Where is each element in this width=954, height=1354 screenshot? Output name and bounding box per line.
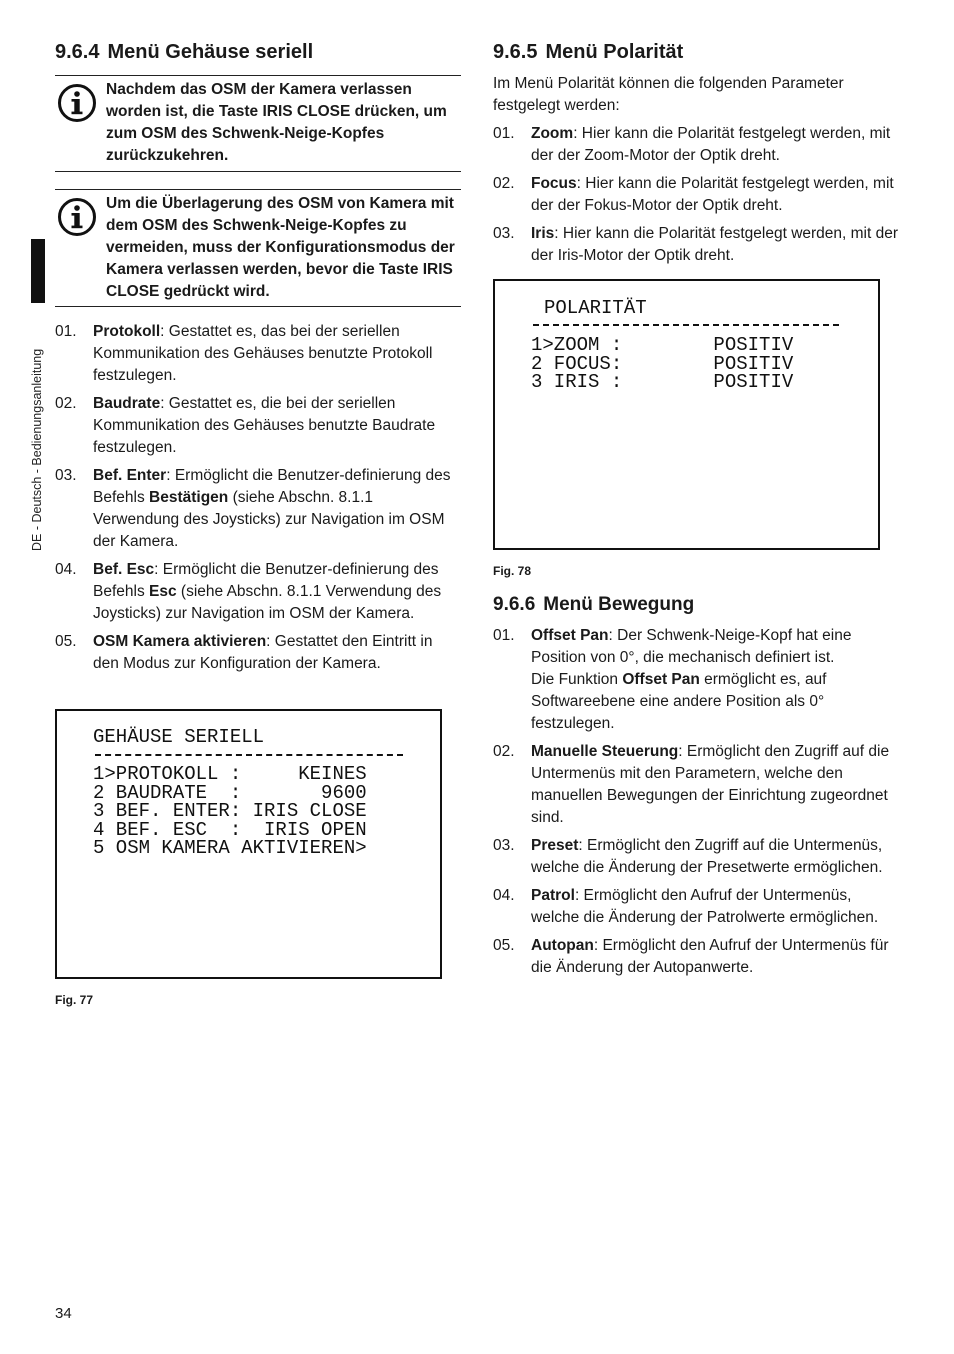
info-note-1 (55, 75, 461, 172)
osm-screen-gehaeuse-seriell (55, 709, 442, 979)
osm-divider (95, 754, 403, 756)
heading-text: Menü Gehäuse seriell (107, 41, 314, 63)
heading-text: Menü Polarität (545, 41, 684, 63)
section-tab-marker (31, 239, 45, 303)
intro-paragraph: Im Menü Polarität können die folgenden Parameter festgelegt werden: (493, 75, 844, 114)
list-item: 05. OSM Kamera aktivieren: Gestattet den Eintritt in den Modus zur Konfiguration der Kamera. (55, 633, 433, 672)
osm-menu-line: 4 BEF. ESC : IRIS OPEN (93, 818, 367, 841)
info-icon (57, 197, 97, 237)
list-item: 03. Preset: Ermöglicht den Zugriff auf die Untermenüs, welche die Änderung der Presetwerte ermöglichen. (493, 837, 883, 876)
figure-caption: Fig. 77 (55, 993, 94, 1007)
osm-divider (533, 324, 839, 326)
list-item: 03. Bef. Enter: Ermöglicht die Benutzer-definierung des Befehls Bestätigen (siehe Abschn. 8.1.1 Verwendung des Joysticks) zur Navigation im OSM der Kamera. (55, 467, 451, 550)
osm-menu-line: 2 FOCUS: POSITIV (531, 352, 794, 375)
osm-menu-line: 1>PROTOKOLL : KEINES (93, 763, 367, 785)
heading-number: 9.6.4 (55, 41, 100, 63)
list-item: 01. Protokoll: Gestattet es, das bei der seriellen Kommunikation des Gehäuses benutzte Protokoll festzulegen. (55, 323, 433, 384)
gehaeuse-parameter-list (55, 321, 461, 675)
list-item: 05. Autopan: Ermöglicht den Aufruf der Untermenüs für die Änderung der Autopanwerte. (493, 937, 889, 976)
osm-menu-line: 1>ZOOM : POSITIV (531, 334, 794, 356)
osm-menu-line: 3 BEF. ENTER: IRIS CLOSE (93, 800, 367, 823)
list-item: 01. Offset Pan: Der Schwenk-Neige-Kopf hat eine Position von 0°, die mechanisch definiert ist. Die Funktion Offset Pan ermöglicht es, auf Softwareebene eine andere Position als 0° festzulegen. (493, 627, 852, 732)
osm-menu-line: 3 IRIS : POSITIV (531, 371, 794, 394)
list-item: 02. Baudrate: Gestattet es, die bei der seriellen Kommunikation des Gehäuses benutzte Baudrate festzulegen. (55, 395, 436, 456)
list-item: 02. Focus: Hier kann die Polarität festgelegt werden, mit der der Fokus-Motor der Optik dreht. (493, 175, 894, 214)
list-item: 01. Zoom: Hier kann die Polarität festgelegt werden, mit der der Zoom-Motor der Optik dreht. (493, 125, 891, 164)
list-item: 02. Manuelle Steuerung: Ermöglicht den Zugriff auf die Untermenüs mit den Parametern, welche den manuellen Bewegungen der Einrichtung zugeordnet sind. (493, 743, 890, 826)
heading-number: 9.6.5 (493, 41, 538, 63)
heading-number: 9.6.6 (493, 594, 536, 615)
section-heading-9-6-6 (493, 594, 694, 616)
info-note-text: Nachdem das OSM der Kamera verlassen worden ist, die Taste IRIS CLOSE drücken, um zum OSM des Schwenk-Neige-Kopfes zurückzukehren. (106, 81, 447, 164)
figure-caption: Fig. 78 (493, 564, 532, 578)
info-note-text: Um die Überlagerung des OSM von Kamera mit dem OSM des Schwenk-Neige-Kopfes zu vermeiden, muss der Konfigurationsmodus der Kamera verlassen werden, bevor die Taste IRIS CLOSE gedrückt wird. (106, 195, 455, 300)
info-icon (57, 83, 97, 123)
section-heading-9-6-4 (55, 41, 313, 64)
list-item: 04. Bef. Esc: Ermöglicht die Benutzer-definierung des Befehls Esc (siehe Abschn. 8.1.1 Verwendung des Joysticks) zur Navigation im OSM der Kamera. (55, 561, 442, 622)
polaritaet-parameter-list (493, 123, 903, 267)
side-tab-label: DE - Deutsch - Bedienungsanleitung (30, 348, 44, 551)
osm-title: GEHÄUSE SERIELL (93, 726, 265, 748)
osm-screen-polaritaet (493, 279, 880, 550)
heading-text: Menü Bewegung (543, 594, 695, 615)
section-heading-9-6-5 (493, 41, 683, 64)
list-item: 04. Patrol: Ermöglicht den Aufruf der Untermenüs, welche die Änderung der Patrolwerte ermöglichen. (493, 887, 879, 926)
list-item: 03. Iris: Hier kann die Polarität festgelegt werden, mit der der Iris-Motor der Optik dreht. (493, 225, 899, 264)
page-number: 34 (55, 1305, 72, 1322)
info-note-2 (55, 189, 461, 307)
osm-title: POLARITÄT (544, 297, 647, 319)
osm-menu-line: 5 OSM KAMERA AKTIVIEREN> (93, 837, 367, 860)
osm-menu-line: 2 BAUDRATE : 9600 (93, 781, 367, 804)
bewegung-parameter-list (493, 625, 903, 979)
